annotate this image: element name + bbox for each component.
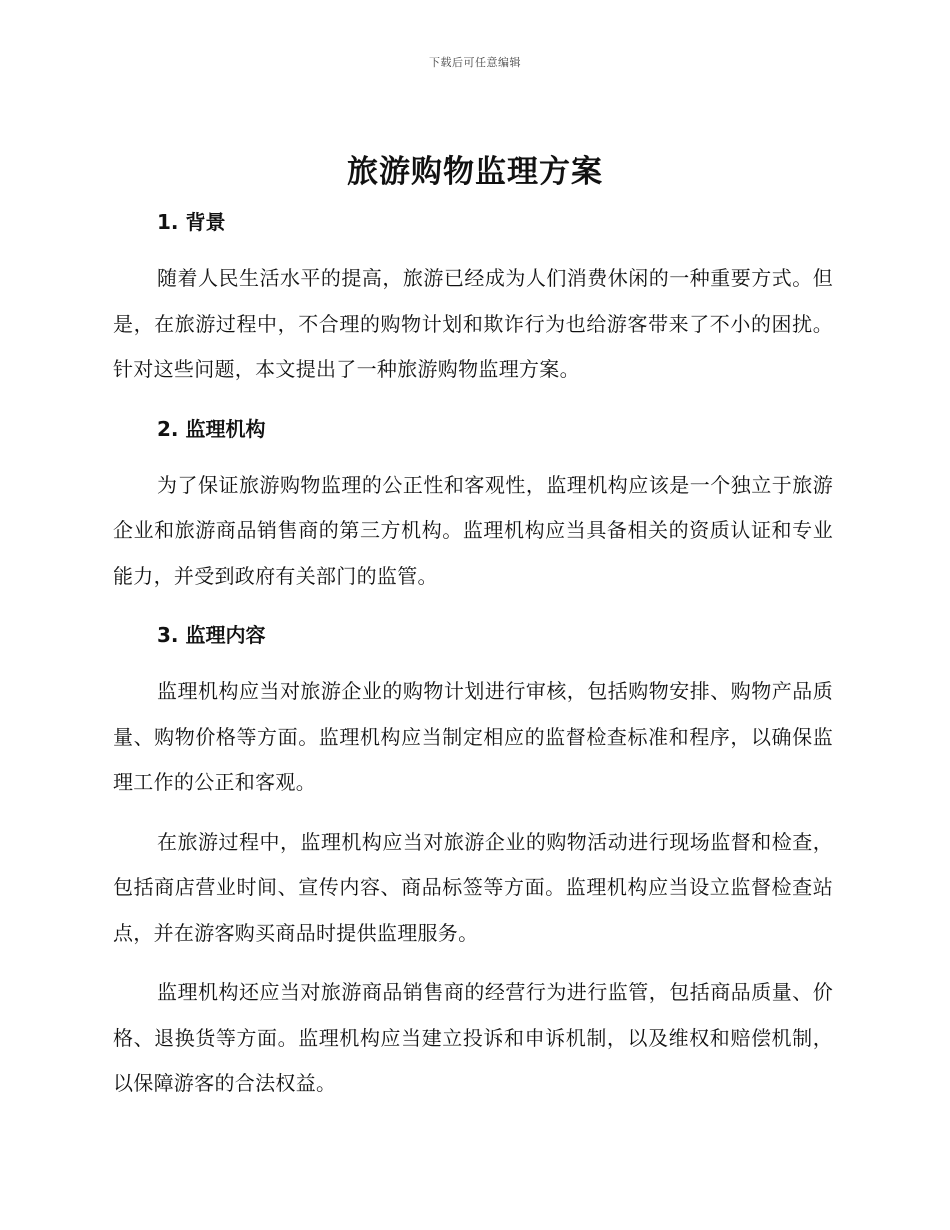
- paragraph-agency: 为了保证旅游购物监理的公正性和客观性，监理机构应该是一个独立于旅游企业和旅游商品销售商的第三方机构。监理机构应当具备相关的资质认证和专业能力，并受到政府有关部门的监管。: [113, 472, 833, 588]
- document-title: 旅游购物监理方案: [347, 154, 603, 190]
- paragraph-background: 随着人民生活水平的提高，旅游已经成为人们消费休闲的一种重要方式。但是，在旅游过程中，不合理的购物计划和欺诈行为也给游客带来了不小的困扰。针对这些问题，本文提出了一种旅游购物监理方案。: [113, 266, 833, 381]
- paragraph-content-3: 监理机构还应当对旅游商品销售商的经营行为进行监管，包括商品质量、价格、退换货等方面。监理机构应当建立投诉和申诉机制，以及维权和赔偿机制，以保障游客的合法权益。: [113, 980, 833, 1095]
- document-body: [113, 200, 833, 1107]
- section-heading-content: 3. 监理内容: [157, 623, 266, 647]
- section-heading-agency: 2. 监理机构: [157, 416, 266, 441]
- paragraph-content-2: 在旅游过程中，监理机构应当对旅游企业的购物活动进行现场监督和检查，包括商店营业时间、宣传内容、商品标签等方面。监理机构应当设立监督检查站点，并在游客购买商品时提供监理服务。: [113, 829, 833, 945]
- header-note: 下载后可任意编辑: [429, 56, 521, 69]
- paragraph-content-1: 监理机构应当对旅游企业的购物计划进行审核，包括购物安排、购物产品质量、购物价格等方面。监理机构应当制定相应的监督检查标准和程序，以确保监理工作的公正和客观。: [113, 679, 833, 794]
- section-heading-background: 1. 背景: [157, 210, 226, 234]
